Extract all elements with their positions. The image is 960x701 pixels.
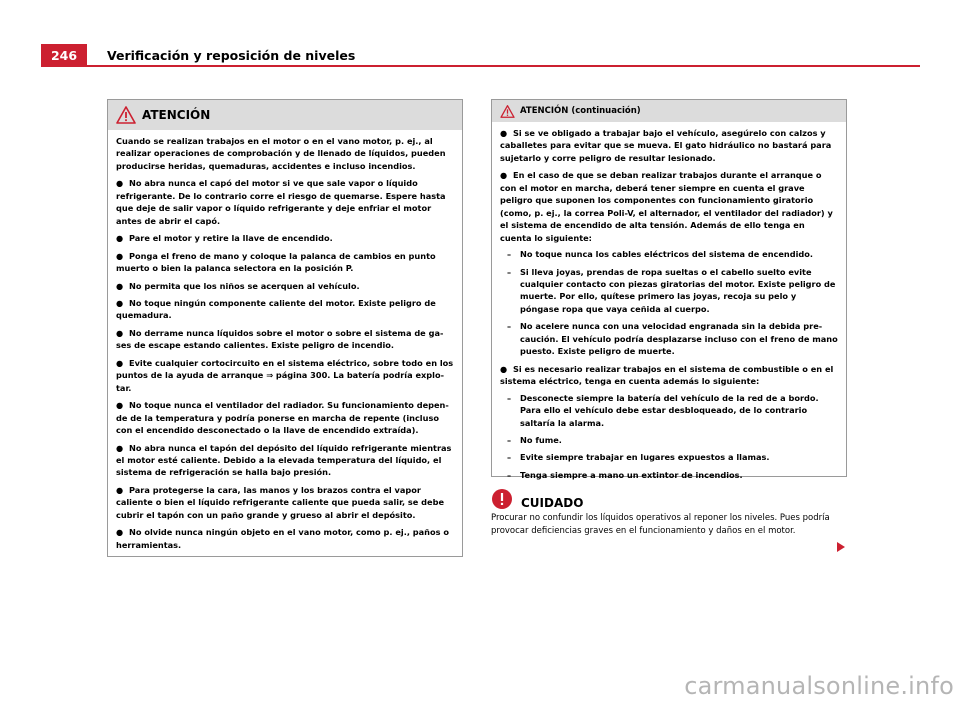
dash-item: – Evite siempre trabajar en lugares expuestos a llamas. (507, 452, 770, 463)
bullet-marker: ● (116, 357, 124, 368)
warning-bullet-list (116, 177, 454, 551)
warning-title: ATENCIÓN (142, 108, 211, 122)
list-item: ● Si es necesario realizar trabajos en el sistema de combustible o en el sistema eléctrico, tenga en cuenta además lo siguiente: (500, 363, 834, 387)
dash-marker: – (507, 452, 512, 463)
bullet-marker: ● (116, 280, 124, 291)
dash-marker: – (507, 266, 512, 277)
list-item: ● Pare el motor y retire la llave de encendido. (116, 233, 333, 244)
bullet-marker: ● (116, 233, 124, 244)
bullet-marker: ● (116, 297, 124, 308)
dash-marker: – (507, 434, 512, 445)
caution-title: CUIDADO (521, 496, 584, 510)
warning-title-continued: ATENCIÓN (continuación) (520, 106, 641, 116)
bullet-marker: ● (116, 484, 124, 495)
bullet-marker: ● (116, 250, 124, 261)
list-item: ● Para protegerse la cara, las manos y los brazos contra el vapor caliente o bien el líquido refrigerante caliente que pueda salir, se debe cubrir el tapón con un paño grande y grueso al abrir el depósito. (116, 484, 445, 520)
dash-marker: – (507, 249, 512, 260)
bullet-marker: ● (116, 442, 124, 453)
warning-box-left (107, 99, 463, 557)
caution-text: Procurar no confundir los líquidos operativos al reponer los niveles. Pues podría provocar deficiencias graves en el funcionamiento y daños en el motor. (491, 513, 830, 536)
bullet-marker: ● (116, 527, 124, 538)
bullet-marker: ● (116, 400, 124, 411)
dash-marker: – (507, 392, 512, 403)
page-number: 246 (41, 44, 87, 66)
list-item: ● Evite cualquier cortocircuito en el sistema eléctrico, sobre todo en los puntos de la ayuda de arranque ⇒ página 300. La batería podría explotar. (116, 357, 454, 393)
dash-item: – Si lleva joyas, prendas de ropa sueltas o el cabello suelto evite cualquier contacto con piezas giratorias del motor. Existe peligro de muerte. Por ello, quítese primero las joyas, recoja su pelo y póngase ropa que vaya ceñida al cuerpo. (507, 266, 836, 314)
bullet-marker: ● (116, 178, 124, 189)
warning-header (108, 100, 462, 130)
bullet-marker: ● (500, 170, 508, 181)
warning-body-continued (492, 122, 846, 481)
list-item: ● No derrame nunca líquidos sobre el motor o sobre el sistema de gases de escape estando calientes. Existe peligro de incendio. (116, 327, 444, 351)
warning-body (108, 130, 462, 551)
list-item: ● En el caso de que se deban realizar trabajos durante el arranque o con el motor en marcha, deberá tener siempre en cuenta el grave peligro que suponen los componentes con funcionamiento giratorio (como, p. ej., la correa Poli-V, el alternador, el ventilador del radiador) y el sistema de encendido de alta tensión. Además de ello tenga en cuenta lo siguiente: (500, 170, 833, 243)
dash-item: – No toque nunca los cables eléctricos del sistema de encendido. (507, 249, 814, 260)
dash-marker: – (507, 469, 512, 480)
warning-triangle-icon (116, 106, 136, 124)
list-item: ● Ponga el freno de mano y coloque la palanca de cambios en punto muerto o bien la palanca selectora en la posición P. (116, 250, 436, 274)
dash-item: – No fume. (507, 434, 562, 445)
dash-list (500, 392, 838, 482)
dash-list (500, 248, 838, 358)
list-item: ● No abra nunca el tapón del depósito del líquido refrigerante mientras el motor esté caliente. Debido a la elevada temperatura del líquido, el sistema de refrigeración se halla bajo presión. (116, 442, 452, 478)
watermark: carmanualsonline.info (684, 672, 954, 700)
list-item: ● No abra nunca el capó del motor si ve que sale vapor o líquido refrigerante. De lo contrario corre el riesgo de quemarse. Espere hasta que deje de salir vapor o líquido refrigerante y deje enfriar el motor antes de abrir el capó. (116, 178, 446, 226)
dash-marker: – (507, 321, 512, 332)
bullet-marker: ● (500, 363, 508, 374)
list-item: ● Si se ve obligado a trabajar bajo el vehículo, asegúrelo con calzos y caballetes para evitar que se mueva. El gato hidráulico no bastará para sujetarlo y corre peligro de resultar lesionado. (500, 128, 832, 163)
section-title: Verificación y reposición de niveles (107, 48, 356, 63)
list-item: ● No olvide nunca ningún objeto en el vano motor, como p. ej., paños o herramientas. (116, 527, 449, 550)
bullet-marker: ● (500, 128, 508, 138)
warning-box-right (491, 99, 847, 480)
continue-arrow-icon (836, 542, 846, 552)
dash-item: – Tenga siempre a mano un extintor de incendios. (507, 469, 743, 480)
warning-intro: Cuando se realizan trabajos en el motor o en el vano motor, p. ej., al realizar operaciones de comprobación y de llenado de líquidos, pueden producirse heridas, quemaduras, accidentes e incluso incendios. (116, 136, 446, 171)
dash-item: – Desconecte siempre la batería del vehículo de la red de a bordo. Para ello el vehículo debe estar desbloqueado, de lo contrario saltaría la alarma. (507, 392, 819, 428)
list-item: ● No permita que los niños se acerquen al vehículo. (116, 280, 360, 291)
caution-circle-icon (491, 488, 513, 510)
list-item: ● No toque ningún componente caliente del motor. Existe peligro de quemadura. (116, 297, 436, 321)
warning-header-continued (492, 100, 846, 122)
bullet-marker: ● (116, 327, 124, 338)
header-divider (41, 65, 920, 67)
warning-triangle-icon (500, 105, 515, 118)
dash-item: – No acelere nunca con una velocidad engranada sin la debida precaución. El vehículo podría desplazarse incluso con el freno de mano puesto. Existe peligro de muerte. (507, 321, 838, 357)
list-item: ● No toque nunca el ventilador del radiador. Su funcionamiento depende de la temperatura y podría ponerse en marcha de repente (incluso con el encendido desconectado o la llave de encendido extraída). (116, 400, 449, 436)
